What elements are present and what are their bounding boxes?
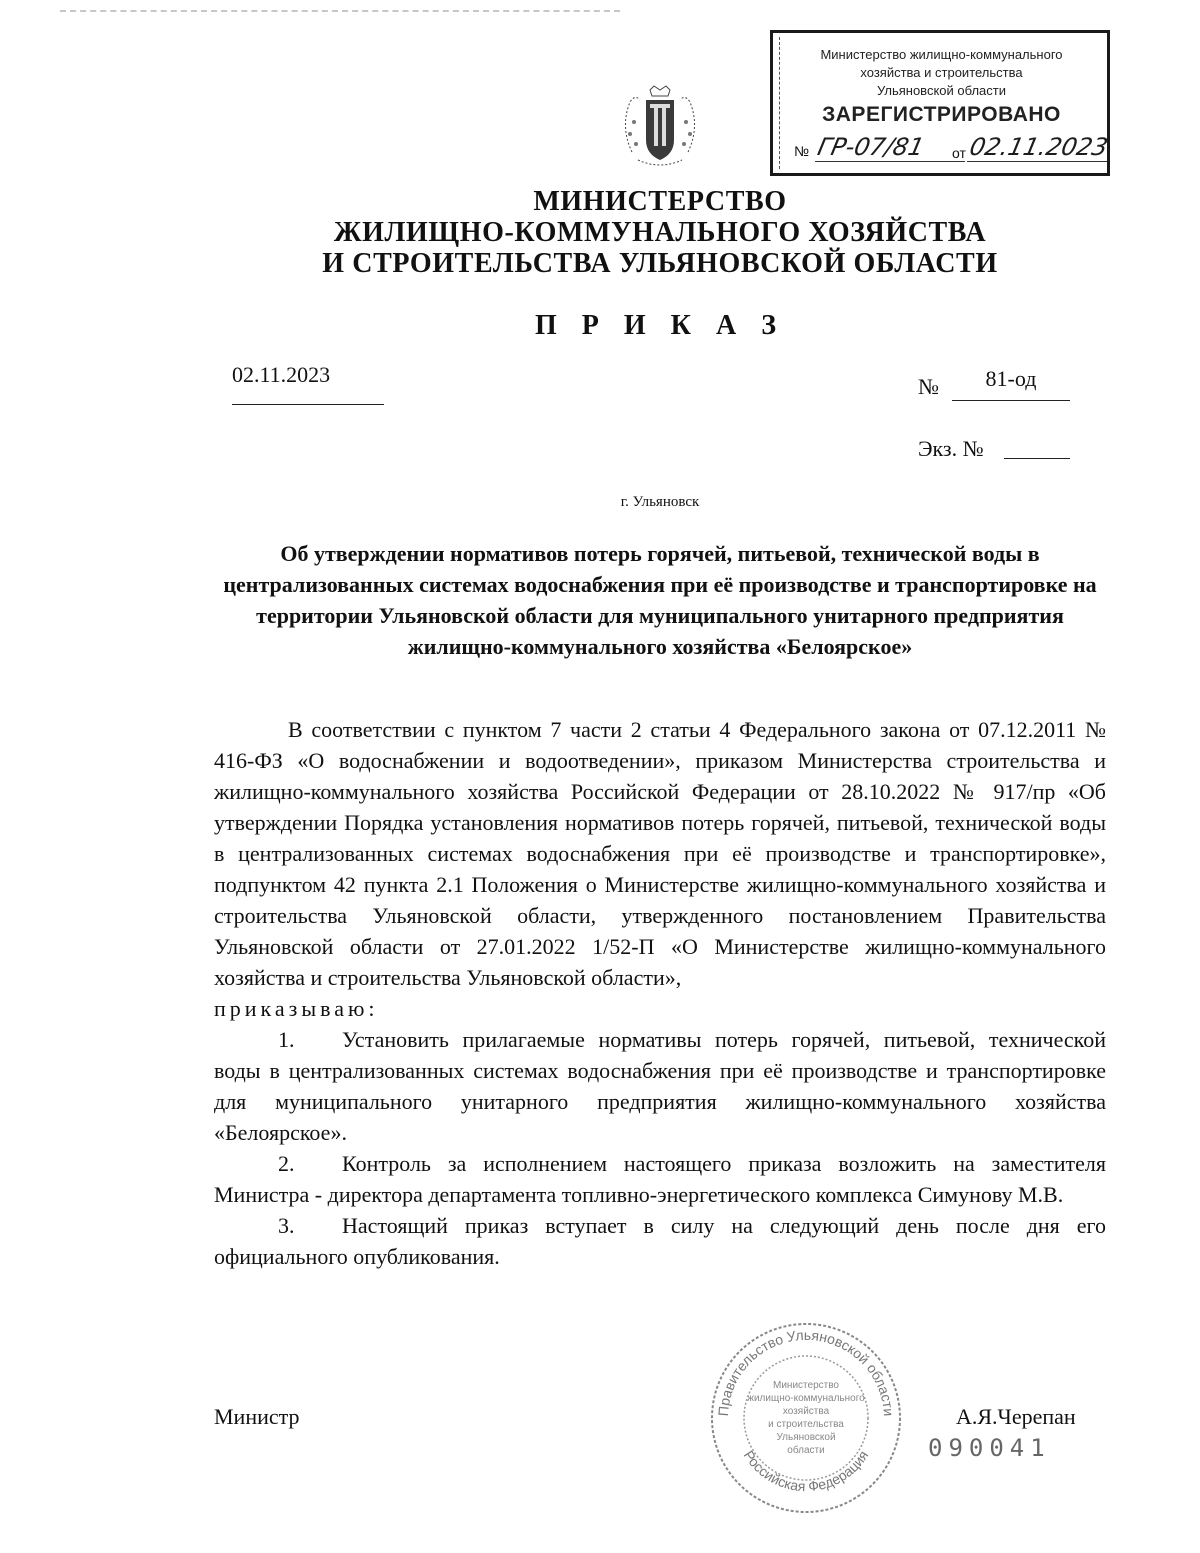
header-line-2: ЖИЛИЩНО-КОММУНАЛЬНОГО ХОЗЯЙСТВА: [333, 217, 987, 248]
number-label: №: [918, 374, 939, 399]
stamp-line-3: Ульяновской области: [876, 83, 1007, 98]
copy-number-blank: [1004, 458, 1070, 459]
coat-of-arms-icon: [610, 82, 710, 172]
stamp-ot-label: от: [952, 145, 966, 161]
preamble: В соответствии с пунктом 7 части 2 статьи 4 Федерального закона от 07.12.2011 № 416-ФЗ «О водоснабжении и водоотведении», приказом Министерства строительства и жилищно-коммунального хозяйства Российской Федерации от 28.10.2022 № 917/пр «Об утверждении Порядка установления нормативов потерь горячей, питьевой, технической воды в централизованных системах водоснабжения при её производстве и транспортировке», подпунктом 42 пункта 2.1 Положения о Министерстве жилищно-коммунального хозяйства и строительства Ульяновской области, утвержденного постановлением Правительства Ульяновской области от 27.01.2022 1/52-П «О Министерстве жилищно-коммунального хозяйства и строительства Ульяновской области»,: [214, 717, 1106, 990]
order-word: приказываю:: [214, 996, 379, 1021]
official-seal: [706, 1318, 906, 1518]
header-line-1: МИНИСТЕРСТВО: [533, 186, 787, 217]
ministry-header: [0, 186, 1200, 279]
list-item: [214, 1148, 1106, 1210]
seal-outer-top: Правительство Ульяновской области: [714, 1326, 898, 1417]
stamp-no-label: №: [794, 143, 810, 159]
scan-artifact-line: [60, 10, 620, 12]
header-line-3: И СТРОИТЕЛЬСТВА УЛЬЯНОВСКОЙ ОБЛАСТИ: [322, 248, 998, 279]
seal-inner-6: области: [787, 1445, 825, 1456]
item-text: Настоящий приказ вступает в силу на следующий день после дня его официального опубликования.: [214, 1213, 1106, 1269]
city: г. Ульяновск: [620, 494, 700, 510]
seal-inner-5: Ульяновской: [776, 1432, 836, 1443]
document-number: 81-од: [952, 366, 1070, 401]
item-number: 3.: [278, 1213, 295, 1238]
item-number: 1.: [278, 1027, 295, 1052]
seal-inner-4: и строительства: [768, 1419, 844, 1430]
stamp-line-1: Министерство жилищно-коммунального: [820, 47, 1063, 62]
registration-stamp: [770, 30, 1110, 176]
document-title: Об утверждении нормативов потерь горячей, питьевой, технической воды в централизованных системах водоснабжения при её производстве и транспортировке на территории Ульяновской области для муниципального унитарного предприятия жилищно-коммунального хозяйства «Белоярское»: [223, 541, 1097, 659]
stamp-date-value: 02.11.2023: [967, 133, 1113, 162]
list-item: [214, 1210, 1106, 1272]
stamp-line-2: хозяйства и строительства: [860, 65, 1023, 80]
seal-inner-3: хозяйства: [782, 1406, 830, 1417]
serial-number: 090041: [928, 1434, 1051, 1462]
list-item: [214, 1024, 1106, 1148]
seal-inner-2: жилищно-коммунального: [747, 1393, 865, 1404]
item-text: Контроль за исполнением настоящего приказа возложить на заместителя Министра - директора департамента топливно-энергетического комплекса Симунову М.В.: [214, 1151, 1106, 1207]
copy-number-label: Экз. №: [918, 436, 984, 461]
document-date: 02.11.2023: [232, 362, 384, 405]
signatory-role: Министр: [214, 1404, 300, 1429]
item-text: Установить прилагаемые нормативы потерь горячей, питьевой, технической воды в централизованных системах водоснабжения при её производстве и транспортировке для муниципального унитарного предприятия жилищно-коммунального хозяйства «Белоярское».: [214, 1027, 1106, 1145]
seal-inner-1: Министерство: [773, 1380, 839, 1391]
document-body: [214, 714, 1106, 1272]
seal-outer-bottom: Российская Федерация: [740, 1447, 872, 1495]
item-number: 2.: [278, 1151, 295, 1176]
signatory-name: А.Я.Черепан: [956, 1404, 1076, 1429]
stamp-no-value: ГР-07/81: [815, 133, 971, 162]
stamp-title: ЗАРЕГИСТРИРОВАНО: [822, 103, 1061, 126]
document-type: П Р И К А З: [535, 310, 785, 341]
